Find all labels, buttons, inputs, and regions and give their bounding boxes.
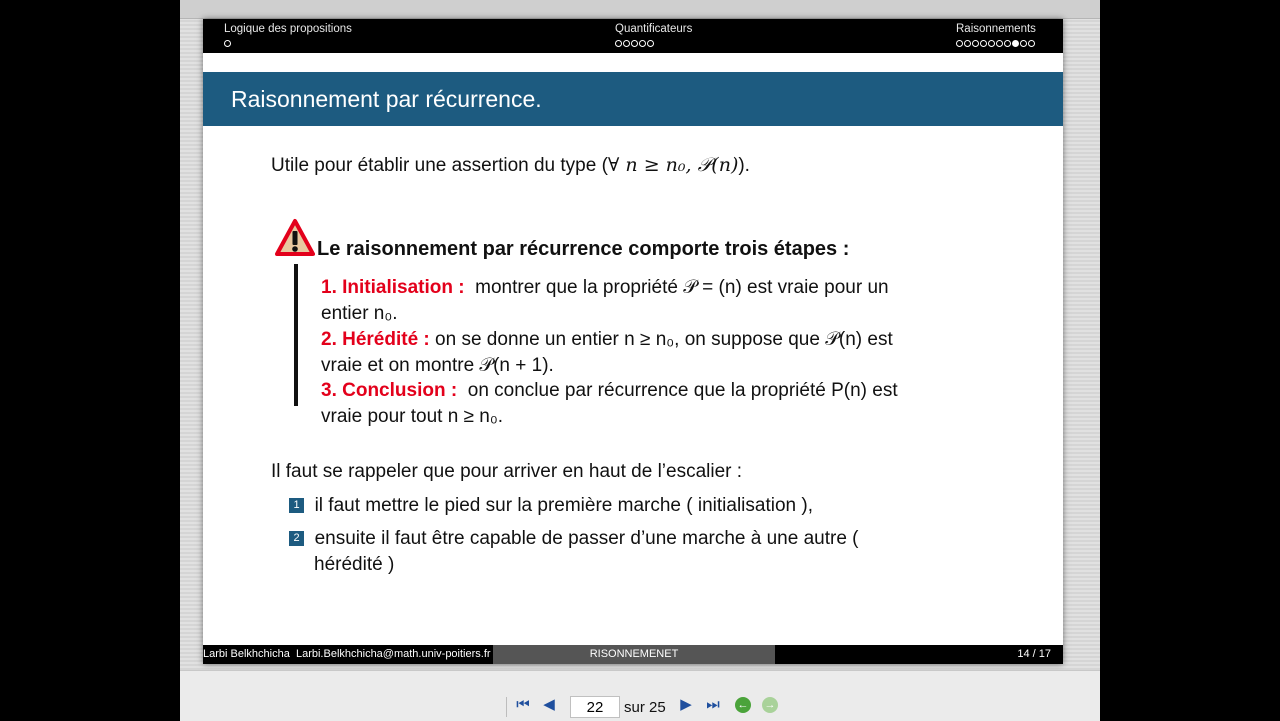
- nav-section-label: Raisonnements: [956, 23, 1036, 35]
- step-2-line-2: vraie et on montre 𝒫(n + 1).: [321, 355, 554, 376]
- nav-dot[interactable]: [647, 40, 654, 47]
- nav-dot[interactable]: [1020, 40, 1027, 47]
- beamer-navigation: [203, 19, 1063, 53]
- viewer-top-bar: [180, 0, 1100, 19]
- nav-section-logique[interactable]: [224, 23, 352, 49]
- step-2-line-1: [321, 329, 893, 351]
- forward-icon[interactable]: →: [762, 697, 778, 713]
- enum-item-1: [289, 495, 813, 517]
- nav-dot[interactable]: [224, 40, 231, 47]
- nav-dots: [224, 37, 352, 49]
- footer-title: [493, 645, 775, 664]
- enum-item-2-cont: hérédité ): [314, 554, 395, 575]
- enum-item-2: [289, 528, 859, 550]
- nav-dot[interactable]: [639, 40, 646, 47]
- step-1-label: 1. Initialisation :: [321, 277, 465, 298]
- nav-dot[interactable]: [1004, 40, 1011, 47]
- nav-dot[interactable]: [623, 40, 630, 47]
- enum-number: 1: [289, 498, 304, 513]
- nav-dot[interactable]: [956, 40, 963, 47]
- footer-email: Larbi.Belkhchicha@math.univ-poitiers.fr: [295, 648, 491, 660]
- step-3-line-1: [321, 380, 898, 402]
- frame-number: 14 / 17: [1017, 648, 1051, 660]
- nav-section-label: Logique des propositions: [224, 23, 352, 35]
- footer-author-name: Larbi Belkhchicha: [203, 648, 290, 660]
- step-1-line-1: [321, 277, 889, 299]
- intro-math: ∀ n ≥ n₀, 𝒫(n): [607, 154, 739, 176]
- step-3-label: 3. Conclusion :: [321, 380, 458, 401]
- remember-text: Il faut se rappeler que pour arriver en haut de l’escalier :: [271, 461, 743, 482]
- nav-dot[interactable]: [996, 40, 1003, 47]
- footer-author: [203, 645, 493, 664]
- nav-dot[interactable]: [972, 40, 979, 47]
- nav-dot[interactable]: [988, 40, 995, 47]
- nav-dot[interactable]: [615, 40, 622, 47]
- warning-heading: Le raisonnement par récurrence comporte trois étapes :: [317, 238, 850, 260]
- intro-close: ).: [738, 155, 750, 176]
- last-page-icon[interactable]: ⏭: [706, 696, 720, 713]
- frame-title: Raisonnement par récurrence.: [231, 86, 542, 112]
- footer-frame-number: [775, 645, 1063, 664]
- step-3-text: on conclue par récurrence que la propriété P(n) est: [467, 380, 898, 401]
- block-bar: [294, 264, 298, 406]
- nav-dot[interactable]: [631, 40, 638, 47]
- enum-text: il faut mettre le pied sur la première marche ( initialisation ),: [314, 495, 813, 516]
- intro-line: [271, 154, 750, 177]
- nav-dots: [956, 37, 1036, 49]
- nav-dot-current[interactable]: [1012, 40, 1019, 47]
- nav-section-label: Quantificateurs: [615, 23, 693, 35]
- slide-content: [203, 126, 1063, 646]
- enum-text: ensuite il faut être capable de passer d’une marche à une autre (: [314, 528, 859, 549]
- previous-page-icon[interactable]: ◀: [543, 696, 555, 713]
- page-number-input[interactable]: [570, 696, 620, 718]
- frame-title-bar: [203, 72, 1063, 126]
- nav-section-quantificateurs[interactable]: [615, 23, 692, 49]
- nav-dots: [615, 37, 692, 49]
- nav-dot[interactable]: [964, 40, 971, 47]
- step-2-label: 2. Hérédité :: [321, 329, 430, 350]
- intro-text: Utile pour établir une assertion du type (: [271, 155, 608, 176]
- pdf-viewer: [180, 0, 1100, 720]
- step-2-text: on se donne un entier n ≥ n₀, on suppose que 𝒫(n) est: [435, 329, 893, 350]
- step-1-text: montrer que la propriété 𝒫 = (n) est vraie pour un: [475, 277, 889, 298]
- enum-number: 2: [289, 531, 304, 546]
- step-1-line-2: entier n₀.: [321, 303, 398, 324]
- toolbar-separator: [506, 697, 507, 717]
- nav-section-raisonnements[interactable]: [956, 23, 1036, 49]
- step-3-line-2: vraie pour tout n ≥ n₀.: [321, 406, 504, 427]
- warning-icon: [275, 218, 315, 258]
- slide: [203, 19, 1063, 664]
- slide-footer: [203, 645, 1063, 664]
- viewer-toolbar: [180, 670, 1100, 721]
- nav-dot[interactable]: [1028, 40, 1035, 47]
- first-page-icon[interactable]: ⏮: [516, 696, 530, 713]
- page-total: sur 25: [624, 699, 666, 716]
- back-icon[interactable]: ←: [735, 697, 751, 713]
- footer-short-title: RISONNEMENET: [589, 648, 679, 660]
- next-page-icon[interactable]: ▶: [680, 696, 692, 713]
- nav-dot[interactable]: [980, 40, 987, 47]
